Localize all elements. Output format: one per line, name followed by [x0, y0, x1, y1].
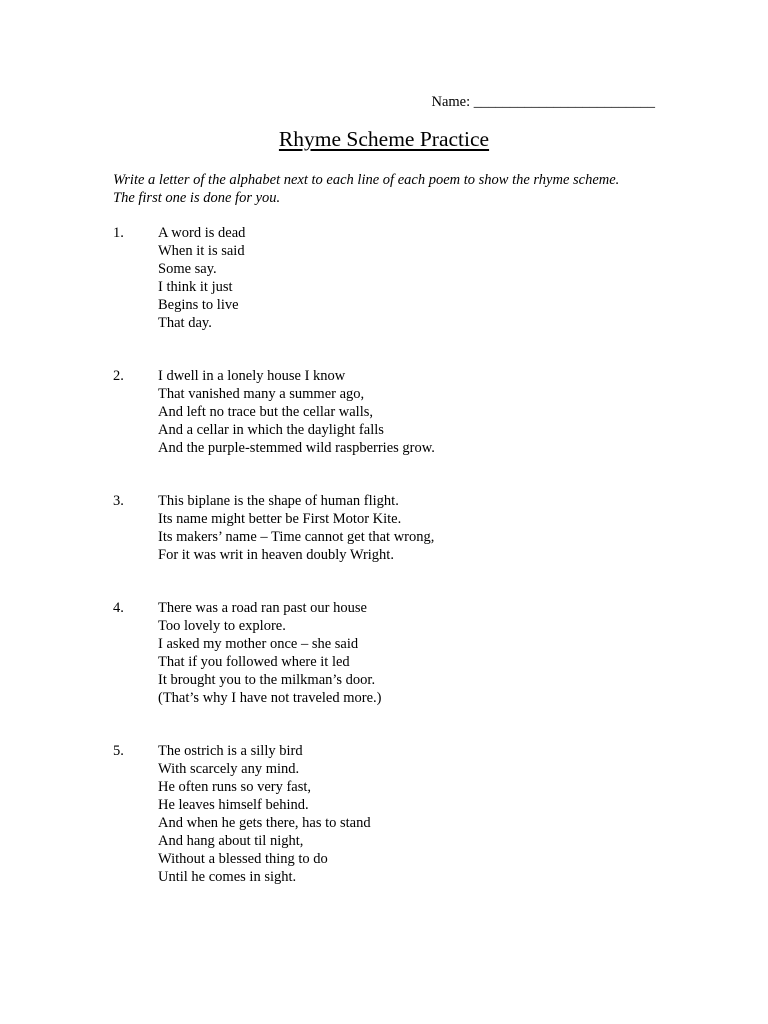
instructions-line: The first one is done for you. [113, 190, 281, 206]
poem-line: Too lovely to explore. [158, 618, 286, 634]
poem-line: With scarcely any mind. [158, 761, 300, 777]
poem-line: That day. [158, 315, 212, 331]
poem-line: Some say. [158, 261, 217, 277]
poem-line: It brought you to the milkman’s door. [158, 672, 376, 688]
poem-line: A word is dead [158, 225, 246, 241]
instructions-line: Write a letter of the alphabet next to each line of each poem to show the rhyme scheme. [113, 172, 620, 188]
poem-line: That vanished many a summer ago, [158, 386, 365, 402]
poem-line: He leaves himself behind. [158, 797, 309, 813]
poem-lines [158, 492, 658, 564]
poem-line: Its name might better be First Motor Kite. [158, 511, 402, 527]
poem-line: Without a blessed thing to do [158, 851, 328, 867]
poem-line: When it is said [158, 243, 245, 259]
poem-line: There was a road ran past our house [158, 600, 367, 616]
poem-line: Until he comes in sight. [158, 869, 297, 885]
poem-line: I think it just [158, 279, 233, 295]
poem-line: The ostrich is a silly bird [158, 743, 303, 759]
poem-lines [158, 742, 658, 886]
poem-line: For it was writ in heaven doubly Wright. [158, 547, 394, 563]
poem-line: He often runs so very fast, [158, 779, 312, 795]
poem-line: Begins to live [158, 297, 239, 313]
page-title: Rhyme Scheme Practice [278, 127, 490, 151]
poem-line: And when he gets there, has to stand [158, 815, 371, 831]
poem-line: And a cellar in which the daylight falls [158, 422, 384, 438]
poem-line: This biplane is the shape of human flight. [158, 493, 399, 509]
poem-line: That if you followed where it led [158, 654, 350, 670]
poem-number: 2. [113, 368, 124, 384]
poem-lines [158, 599, 658, 707]
poem-number: 5. [113, 743, 124, 759]
poem-line: (That’s why I have not traveled more.) [158, 690, 382, 706]
poem-number: 4. [113, 600, 124, 616]
poem-line: I asked my mother once – she said [158, 636, 359, 652]
instructions [113, 171, 673, 207]
poem-number: 3. [113, 493, 124, 509]
poem-lines [158, 224, 658, 332]
name-field-label: Name: _________________________ [431, 94, 655, 110]
poem-line: I dwell in a lonely house I know [158, 368, 346, 384]
poem-lines [158, 367, 658, 457]
poem-line: And hang about til night, [158, 833, 304, 849]
poem-line: And the purple-stemmed wild raspberries grow. [158, 440, 435, 456]
poem-line: Its makers’ name – Time cannot get that wrong, [158, 529, 435, 545]
poem-line: And left no trace but the cellar walls, [158, 404, 374, 420]
poem-number: 1. [113, 225, 124, 241]
